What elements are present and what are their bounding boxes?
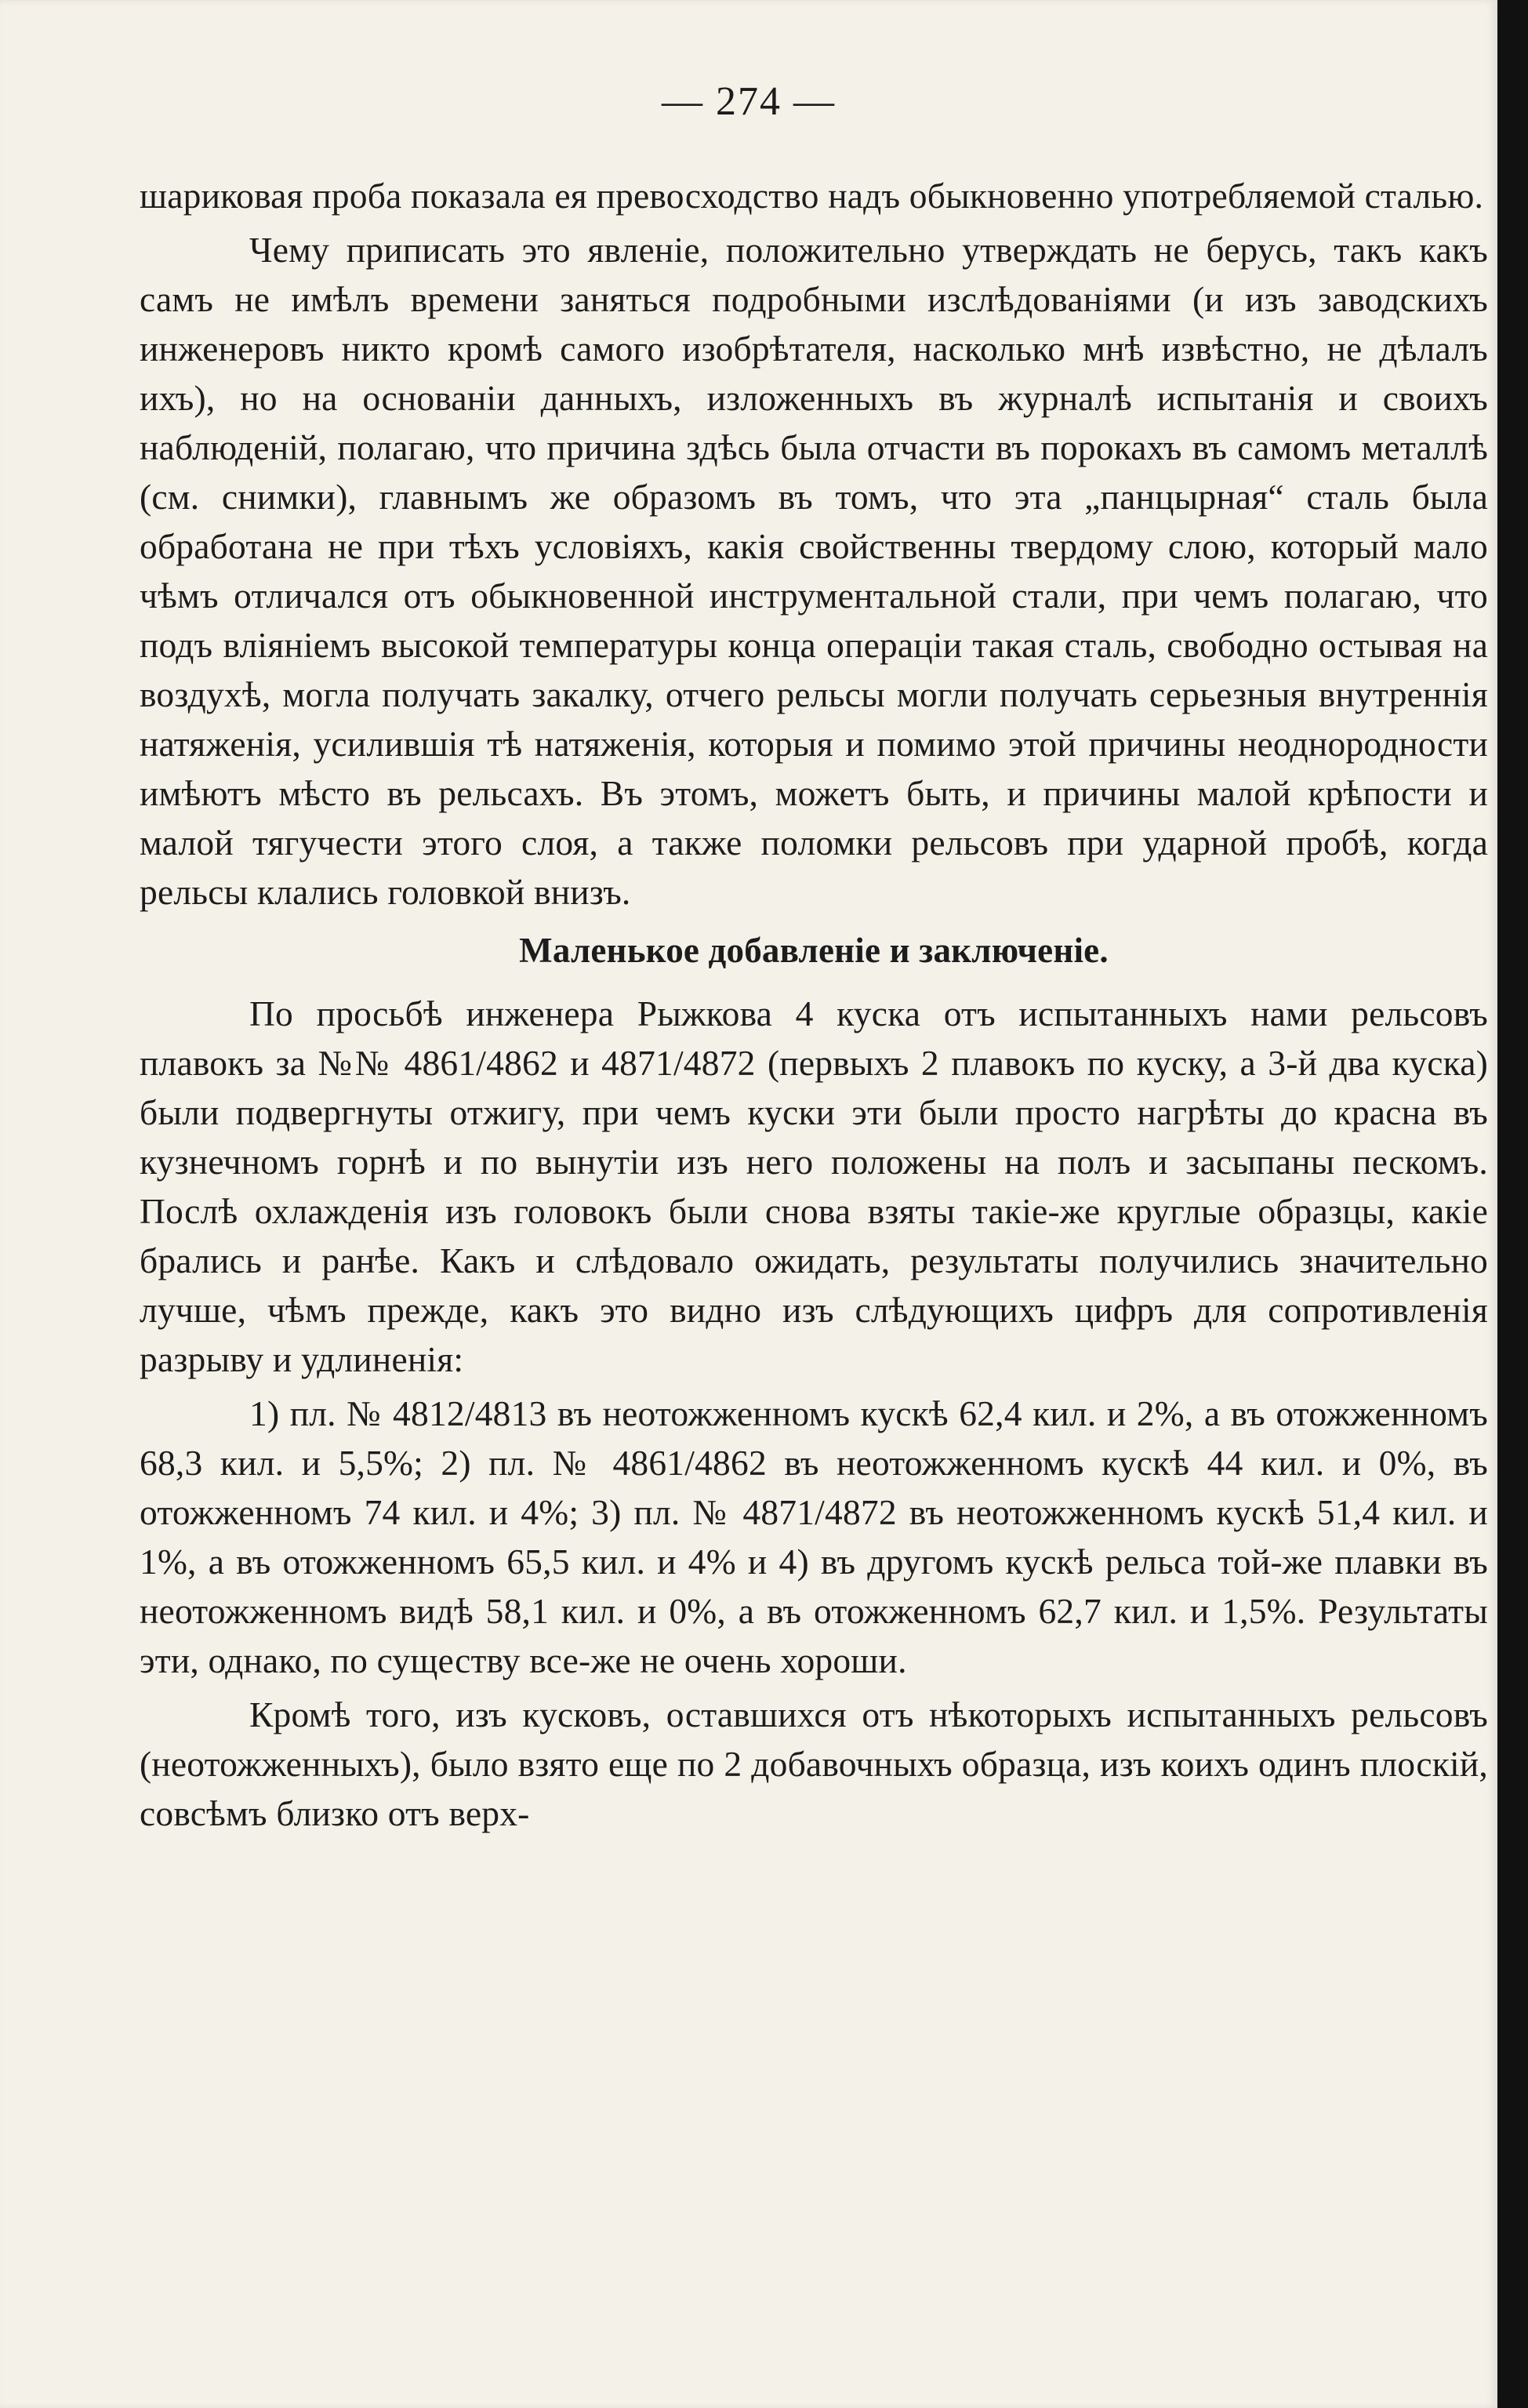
- paragraph-gap: [140, 917, 1488, 921]
- paragraph: Кромѣ того, изъ кусковъ, оставшихся отъ нѣкоторыхъ испытанныхъ рельсовъ (неотожженныхъ), было взято еще по 2 добавочныхъ образца, изъ коихъ одинъ плоскій, совсѣмъ близко отъ верх-: [140, 1694, 1488, 1833]
- paragraph: шариковая проба показала ея превосходство надъ обыкновенно употребляемой сталью.: [140, 176, 1484, 216]
- document-body: [140, 171, 1488, 1838]
- paragraph: 1) пл. № 4812/4813 въ неотожженномъ кускѣ 62,4 кил. и 2%, а въ отожженномъ 68,3 кил. и 5,5%; 2) пл. № 4861/4862 въ неотожженномъ кускѣ 44 кил. и 0%, въ отожженномъ 74 кил. и 4%; 3) пл. № 4871/4872 въ неотожженномъ кускѣ 51,4 кил. и 1%, а въ отожженномъ 65,5 кил. и 4% и 4) въ другомъ кускѣ рельса той-же плавки въ неотожженномъ видѣ 58,1 кил. и 0%, а въ отожженномъ 62,7 кил. и 1,5%. Результаты эти, однако, по существу все-же не очень хороши.: [140, 1393, 1488, 1680]
- scan-dark-margin: [1497, 0, 1528, 2408]
- section-heading: Маленькое добавленіе и заключеніе.: [519, 931, 1109, 970]
- page-number: — 274 —: [662, 79, 836, 124]
- paragraph: Чему приписать это явленіе, положительно утверждать не берусь, такъ какъ самъ не имѣлъ времени заняться подробными изслѣдованіями (и изъ заводскихъ инженеровъ никто кромѣ самого изобрѣтателя, насколько мнѣ извѣстно, не дѣлалъ ихъ), но на основаніи данныхъ, изложенныхъ въ журналѣ испытанія и своихъ наблюденій, полагаю, что причина здѣсь была отчасти въ порокахъ въ самомъ металлѣ (см. снимки), главнымъ же образомъ въ томъ, что эта „панцырная“ сталь была обработана не при тѣхъ условіяхъ, какія свойственны твердому слою, который мало чѣмъ отличался отъ обыкновенной инструментальной стали, при чемъ полагаю, что подъ вліяніемъ высокой температуры конца операціи такая сталь, свободно остывая на воздухѣ, могла получать закалку, отчего рельсы могли получать серьезныя внутреннія натяженія, усилившія тѣ натяженія, которыя и помимо этой причины неоднородности имѣютъ мѣсто въ рельсахъ. Въ этомъ, можетъ быть, и причины малой крѣпости и малой тягучести этого слоя, а также поломки рельсовъ при ударной пробѣ, когда рельсы клались головкой внизъ.: [140, 230, 1488, 912]
- paragraph: По просьбѣ инженера Рыжкова 4 куска отъ испытанныхъ нами рельсовъ плавокъ за №№ 4861/4862 и 4871/4872 (первыхъ 2 плавокъ по куску, а 3-й два куска) были подвергнуты отжигу, при чемъ куски эти были просто нагрѣты до красна въ кузнечномъ горнѣ и по вынутіи изъ него положены на полъ и засыпаны пескомъ. Послѣ охлажденія изъ головокъ были снова взяты такіе-же круглые образцы, какіе брались и ранѣе. Какъ и слѣдовало ожидать, результаты получились значительно лучше, чѣмъ прежде, какъ это видно изъ слѣдующихъ цифръ для сопротивленія разрыву и удлиненія:: [140, 993, 1488, 1379]
